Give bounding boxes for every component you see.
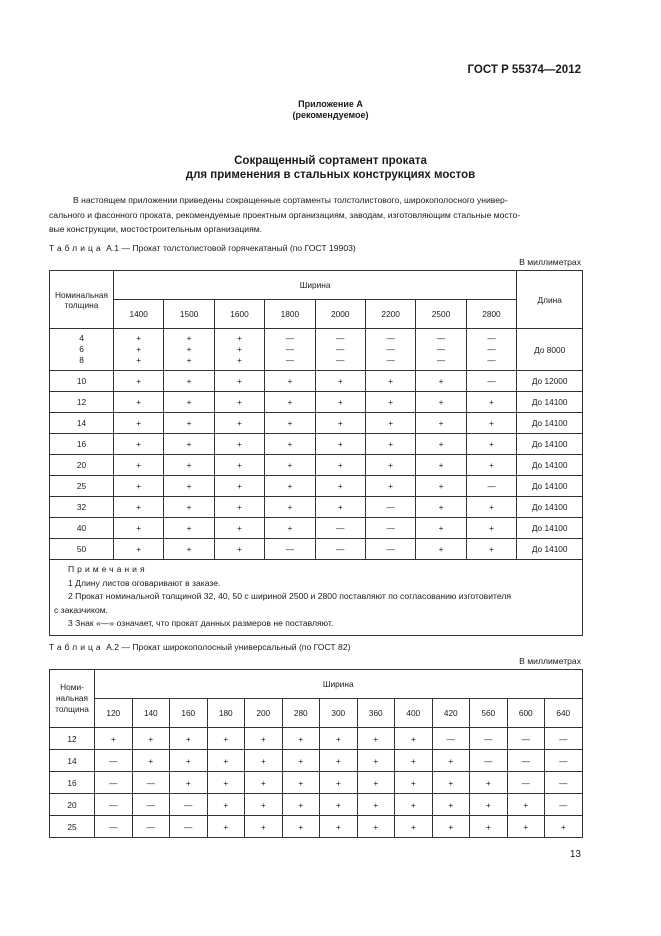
availability-cell: + — [207, 794, 245, 816]
head-thickness: Номи- нальная толщина — [50, 670, 95, 728]
thickness-cell: 14 — [50, 750, 95, 772]
availability-cell: + — [214, 413, 264, 434]
availability-cell: + — [466, 455, 516, 476]
availability-cell: + — [466, 413, 516, 434]
availability-cell: + — [432, 794, 470, 816]
availability-cell: + — [395, 794, 433, 816]
table1-notes — [50, 560, 583, 636]
width-header: 600 — [507, 699, 545, 728]
availability-cell: + — [114, 434, 164, 455]
availability-cell: — — [545, 772, 583, 794]
availability-cell: + — [416, 539, 466, 560]
width-header: 160 — [170, 699, 208, 728]
availability-cell: + — [265, 413, 315, 434]
caption-text: А.2 — Прокат широкополосный универсальный (по ГОСТ 82) — [106, 642, 351, 652]
availability-cell: + — [545, 816, 583, 838]
availability-cell: — — [507, 772, 545, 794]
availability-cell: + — [395, 772, 433, 794]
note-line: 3 Знак «—» означает, что прокат данных размеров не поставляют. — [68, 618, 334, 628]
availability-cell: — — [432, 728, 470, 750]
availability-cell: + — [315, 455, 365, 476]
availability-cell: + — [395, 728, 433, 750]
availability-cell: + — [132, 750, 170, 772]
caption-word: Таблица — [49, 243, 104, 253]
availability-cell: + — [164, 518, 214, 539]
availability-cell: — — [132, 816, 170, 838]
availability-cell: + — [245, 728, 283, 750]
availability-cell: + — [214, 518, 264, 539]
availability-cell: + — [245, 772, 283, 794]
width-header: 1800 — [265, 300, 315, 329]
length-cell: До 14100 — [517, 476, 583, 497]
width-header: 1600 — [214, 300, 264, 329]
availability-cell: + — [207, 750, 245, 772]
table1-caption — [49, 243, 356, 253]
availability-cell: + — [466, 434, 516, 455]
availability-cell: + — [395, 816, 433, 838]
availability-cell: — — [132, 794, 170, 816]
intro-paragraph — [49, 193, 581, 237]
standard-header: ГОСТ Р 55374—2012 — [467, 64, 581, 76]
availability-cell: + — [416, 392, 466, 413]
availability-cell: + — [357, 794, 395, 816]
length-cell: До 14100 — [517, 518, 583, 539]
availability-cell: + — [320, 750, 358, 772]
thickness-cell: 32 — [50, 497, 114, 518]
availability-cell: — — [95, 750, 133, 772]
availability-cell: + — [282, 750, 320, 772]
availability-cell: + — [416, 455, 466, 476]
width-header: 200 — [245, 699, 283, 728]
thickness-cell: 25 — [50, 816, 95, 838]
availability-cell: + — [114, 497, 164, 518]
table-row — [50, 794, 583, 816]
thickness-cell: 12 — [50, 392, 114, 413]
availability-cell: + — [320, 728, 358, 750]
availability-cell: + — [164, 497, 214, 518]
availability-cell: + — [265, 434, 315, 455]
table-row — [50, 413, 583, 434]
availability-cell: — — — — [315, 329, 365, 371]
availability-cell: — — [365, 539, 415, 560]
availability-cell: — — — — [265, 329, 315, 371]
table-row — [50, 434, 583, 455]
availability-cell: + — [207, 728, 245, 750]
thickness-cell: 12 — [50, 728, 95, 750]
availability-cell: + — [282, 794, 320, 816]
intro-line: вые конструкции, мостостроительным организациям. — [49, 224, 263, 234]
table-row — [50, 371, 583, 392]
thickness-cell: 20 — [50, 455, 114, 476]
availability-cell: + — [365, 413, 415, 434]
table1-units: В миллиметрах — [519, 257, 581, 267]
availability-cell: + — [282, 816, 320, 838]
availability-cell: + — [416, 497, 466, 518]
availability-cell: + — [416, 476, 466, 497]
availability-cell: + — [466, 518, 516, 539]
availability-cell: + — [365, 371, 415, 392]
table-row — [50, 728, 583, 750]
availability-cell: + — [507, 794, 545, 816]
availability-cell: + — [207, 772, 245, 794]
table-row — [50, 455, 583, 476]
table2-caption — [49, 642, 350, 652]
thickness-cell: 40 — [50, 518, 114, 539]
availability-cell: + — [470, 794, 508, 816]
availability-cell: + — [395, 750, 433, 772]
availability-cell: + — [432, 772, 470, 794]
availability-cell: + — [282, 772, 320, 794]
availability-cell: + — [265, 392, 315, 413]
availability-cell: + — [214, 539, 264, 560]
availability-cell: + + + — [114, 329, 164, 371]
availability-cell: + — [114, 476, 164, 497]
width-header: 180 — [207, 699, 245, 728]
availability-cell: + — [214, 434, 264, 455]
availability-cell: + — [214, 476, 264, 497]
availability-cell: + — [164, 539, 214, 560]
table-row — [50, 497, 583, 518]
thickness-cell: 20 — [50, 794, 95, 816]
table2 — [49, 669, 583, 838]
availability-cell: — — [507, 750, 545, 772]
width-header: 2000 — [315, 300, 365, 329]
availability-cell: — — [95, 816, 133, 838]
availability-cell: + — [114, 539, 164, 560]
thickness-cell: 4 6 8 — [50, 329, 114, 371]
width-header: 300 — [320, 699, 358, 728]
availability-cell: + — [114, 455, 164, 476]
note-line: 2 Прокат номинальной толщиной 32, 40, 50 с шириной 2500 и 2800 поставляют по согласованию изготовителя — [68, 591, 512, 601]
appendix-status: (рекомендуемое) — [292, 110, 369, 120]
table-row — [50, 816, 583, 838]
availability-cell: + — [365, 455, 415, 476]
availability-cell: + — [265, 497, 315, 518]
thickness-cell: 50 — [50, 539, 114, 560]
availability-cell: + — [114, 371, 164, 392]
table2-units: В миллиметрах — [519, 656, 581, 666]
doc-title-line1: Сокращенный сортамент проката — [234, 155, 427, 167]
availability-cell: + — [320, 794, 358, 816]
availability-cell: — — [315, 539, 365, 560]
length-cell: До 14100 — [517, 497, 583, 518]
availability-cell: + — [466, 392, 516, 413]
appendix-title: Приложение А — [298, 99, 363, 109]
doc-title-line2: для применения в стальных конструкциях мостов — [185, 169, 476, 181]
width-header: 1400 — [114, 300, 164, 329]
availability-cell: — — [95, 772, 133, 794]
availability-cell: + — [315, 497, 365, 518]
intro-line: сального и фасонного проката, рекомендуемые проектным организациям, заводам, изготовляющим стальные мосто- — [49, 209, 521, 220]
availability-cell: — — [132, 772, 170, 794]
availability-cell: + — [357, 728, 395, 750]
availability-cell: + + + — [214, 329, 264, 371]
thickness-cell: 14 — [50, 413, 114, 434]
availability-cell: + — [164, 392, 214, 413]
availability-cell: + — [315, 371, 365, 392]
availability-cell: + — [416, 413, 466, 434]
thickness-cell: 25 — [50, 476, 114, 497]
availability-cell: — — — — [416, 329, 466, 371]
head-width: Ширина — [95, 670, 583, 699]
availability-cell: + — [214, 455, 264, 476]
availability-cell: + — [114, 413, 164, 434]
availability-cell: + — [432, 816, 470, 838]
availability-cell: + — [214, 392, 264, 413]
availability-cell: + — [357, 816, 395, 838]
availability-cell: + — [470, 816, 508, 838]
availability-cell: — — [170, 816, 208, 838]
length-cell: До 8000 — [517, 329, 583, 371]
width-header: 420 — [432, 699, 470, 728]
width-header: 120 — [95, 699, 133, 728]
availability-cell: + — [164, 476, 214, 497]
availability-cell: + — [214, 497, 264, 518]
availability-cell: + — [432, 750, 470, 772]
availability-cell: + — [114, 518, 164, 539]
availability-cell: + — [114, 392, 164, 413]
caption-text: А.1 — Прокат толстолистовой горячекатаный (по ГОСТ 19903) — [106, 243, 356, 253]
note-line: с заказчиком. — [54, 604, 108, 615]
availability-cell: + — [315, 413, 365, 434]
page-number: 13 — [569, 849, 581, 860]
table-row — [50, 772, 583, 794]
availability-cell: + — [320, 772, 358, 794]
availability-cell: + — [245, 794, 283, 816]
availability-cell: + — [164, 434, 214, 455]
width-header: 640 — [545, 699, 583, 728]
availability-cell: — — [545, 728, 583, 750]
availability-cell: — — [507, 728, 545, 750]
availability-cell: — — [265, 539, 315, 560]
thickness-cell: 10 — [50, 371, 114, 392]
availability-cell: + — [357, 750, 395, 772]
length-cell: До 14100 — [517, 392, 583, 413]
availability-cell: + — [132, 728, 170, 750]
length-cell: До 12000 — [517, 371, 583, 392]
length-cell: До 14100 — [517, 455, 583, 476]
availability-cell: — — — — [466, 329, 516, 371]
availability-cell: + — [365, 476, 415, 497]
availability-cell: + — [315, 392, 365, 413]
table-row — [50, 392, 583, 413]
head-width: Ширина — [114, 271, 517, 300]
head-thickness: Номинальная толщина — [50, 271, 114, 329]
width-header: 1500 — [164, 300, 214, 329]
intro-line: В настоящем приложении приведены сокращенные сортаменты толстолистового, широкополосного универ- — [73, 195, 508, 205]
availability-cell: + — [214, 371, 264, 392]
table-row — [50, 518, 583, 539]
availability-cell: + — [265, 455, 315, 476]
availability-cell: + — [365, 392, 415, 413]
availability-cell: + — [164, 413, 214, 434]
availability-cell: + — [282, 728, 320, 750]
availability-cell: + — [265, 476, 315, 497]
availability-cell: — — [545, 750, 583, 772]
availability-cell: + — [170, 772, 208, 794]
availability-cell: + — [470, 772, 508, 794]
table1 — [49, 270, 583, 636]
width-header: 560 — [470, 699, 508, 728]
availability-cell: + — [315, 476, 365, 497]
availability-cell: + — [170, 728, 208, 750]
table-row — [50, 750, 583, 772]
availability-cell: — — [470, 750, 508, 772]
width-header: 280 — [282, 699, 320, 728]
availability-cell: + — [265, 518, 315, 539]
width-header: 2800 — [466, 300, 516, 329]
length-cell: До 14100 — [517, 434, 583, 455]
width-header: 2200 — [365, 300, 415, 329]
caption-word: Таблица — [49, 642, 104, 652]
availability-cell: + — [416, 518, 466, 539]
length-cell: До 14100 — [517, 539, 583, 560]
availability-cell: + — [245, 816, 283, 838]
thickness-cell: 16 — [50, 434, 114, 455]
availability-cell: + — [265, 371, 315, 392]
width-header: 400 — [395, 699, 433, 728]
availability-cell: + — [164, 455, 214, 476]
availability-cell: + — [416, 434, 466, 455]
availability-cell: — — [470, 728, 508, 750]
availability-cell: + — [466, 539, 516, 560]
thickness-cell: 16 — [50, 772, 95, 794]
availability-cell: + — [416, 371, 466, 392]
table-row — [50, 329, 583, 371]
availability-cell: + — [170, 750, 208, 772]
availability-cell: + — [507, 816, 545, 838]
availability-cell: + — [315, 434, 365, 455]
availability-cell: — — [315, 518, 365, 539]
width-header: 360 — [357, 699, 395, 728]
availability-cell: — — [365, 518, 415, 539]
availability-cell: + — [357, 772, 395, 794]
availability-cell: — — [466, 371, 516, 392]
availability-cell: — — — — [365, 329, 415, 371]
availability-cell: + — [95, 728, 133, 750]
table-row — [50, 539, 583, 560]
length-cell: До 14100 — [517, 413, 583, 434]
width-header: 140 — [132, 699, 170, 728]
availability-cell: + — [245, 750, 283, 772]
availability-cell: — — [95, 794, 133, 816]
availability-cell: — — [545, 794, 583, 816]
availability-cell: + — [164, 371, 214, 392]
availability-cell: — — [170, 794, 208, 816]
note-line: 1 Длину листов оговаривают в заказе. — [68, 577, 221, 588]
availability-cell: + — [466, 497, 516, 518]
availability-cell: + — [365, 434, 415, 455]
table-row — [50, 476, 583, 497]
note-line: Примечания — [68, 564, 148, 574]
availability-cell: + — [320, 816, 358, 838]
availability-cell: — — [466, 476, 516, 497]
availability-cell: + + + — [164, 329, 214, 371]
availability-cell: — — [365, 497, 415, 518]
availability-cell: + — [207, 816, 245, 838]
width-header: 2500 — [416, 300, 466, 329]
head-length: Длина — [517, 271, 583, 329]
